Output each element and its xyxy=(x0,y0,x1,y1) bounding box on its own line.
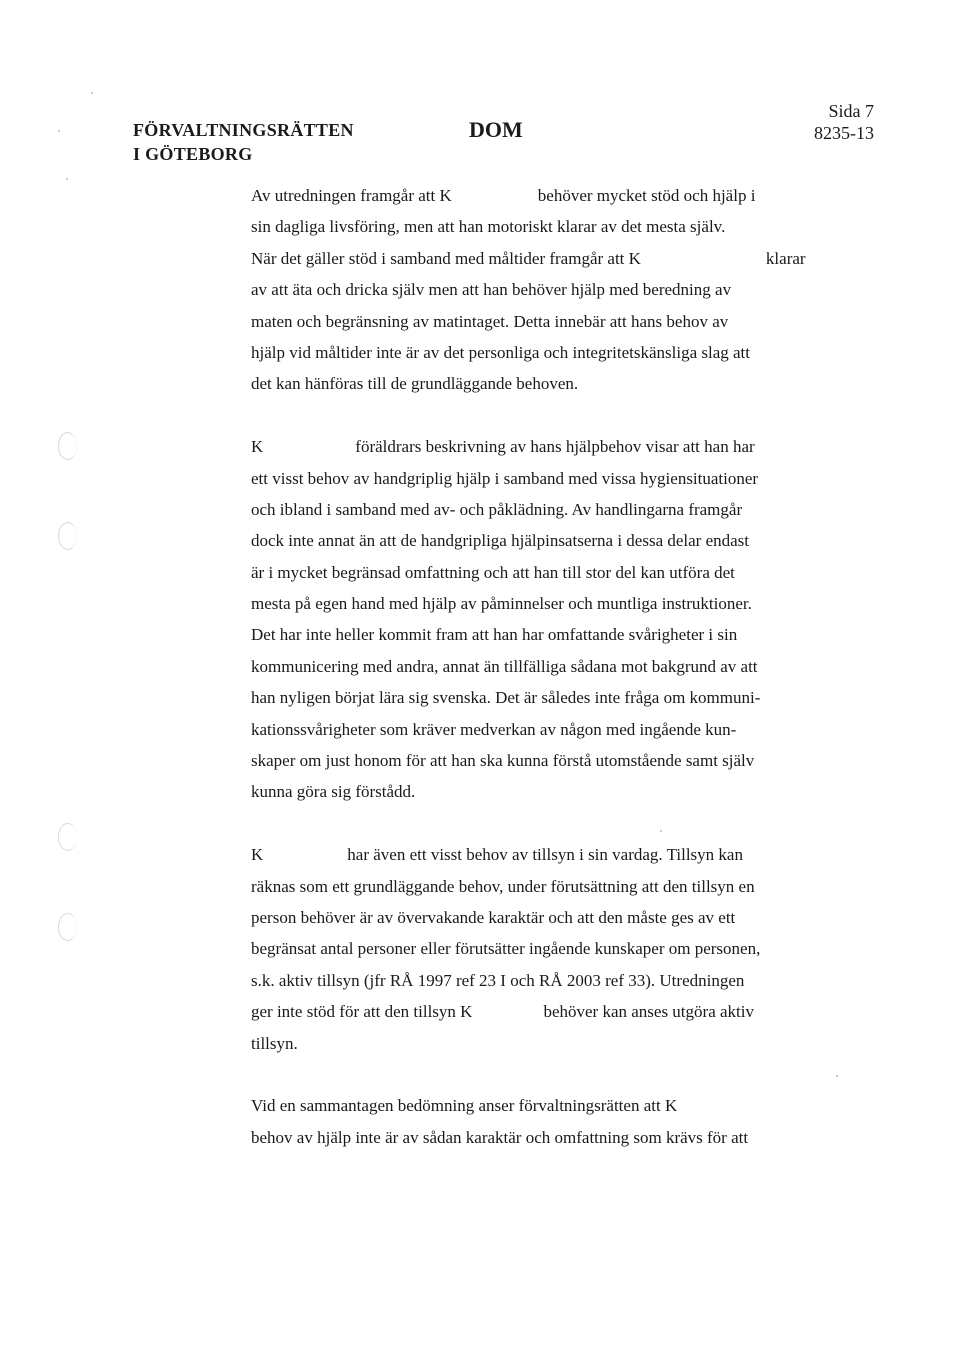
text-segment: och ibland i samband med av- och påklädning. Av handlingarna framgår xyxy=(251,499,743,519)
text-line xyxy=(251,933,811,964)
text-line xyxy=(251,557,811,588)
text-line xyxy=(251,1122,811,1153)
text-segment: kationssvårigheter som kräver medverkan av någon med ingående kun- xyxy=(251,719,737,739)
text-segment: mesta på egen hand med hjälp av påminnelser och muntliga instruktioner. xyxy=(251,594,752,614)
document-body xyxy=(251,180,811,1153)
scan-mark xyxy=(58,823,77,851)
scan-mark xyxy=(58,913,77,941)
text-segment: klarar xyxy=(765,248,806,268)
text-line xyxy=(251,243,811,274)
text-segment: han nyligen börjat lära sig svenska. Det är således inte fråga om kommuni- xyxy=(251,688,761,708)
page-number: Sida 7 xyxy=(828,101,874,121)
text-line xyxy=(251,431,811,462)
text-segment: kunna göra sig förstådd. xyxy=(251,782,416,802)
text-segment: det kan hänföras till de grundläggande behoven. xyxy=(251,374,579,394)
text-line xyxy=(251,274,811,305)
text-segment: s.k. aktiv tillsyn (jfr RÅ 1997 ref 23 I och RÅ 2003 ref 33). Utredningen xyxy=(251,970,745,990)
text-segment: hjälp vid måltider inte är av det personliga och integritetskänsliga slag att xyxy=(251,342,750,362)
page-info xyxy=(814,100,874,144)
scan-dot xyxy=(91,92,93,94)
text-line xyxy=(251,871,811,902)
court-name xyxy=(133,118,354,166)
text-line xyxy=(251,1090,811,1121)
paragraph xyxy=(251,180,811,400)
text-segment: räknas som ett grundläggande behov, under förutsättning att den tillsyn en xyxy=(251,876,755,896)
text-line xyxy=(251,651,811,682)
scan-mark xyxy=(58,522,77,550)
text-segment: maten och begränsning av matintaget. Detta innebär att hans behov av xyxy=(251,311,729,331)
text-segment: dock inte annat än att de handgripliga hjälpinsatserna i dessa delar endast xyxy=(251,531,750,551)
court-name-line1: FÖRVALTNINGSRÄTTEN xyxy=(133,120,354,140)
text-line xyxy=(251,902,811,933)
text-segment: ger inte stöd för att den tillsyn K xyxy=(251,1002,473,1022)
text-segment: ett visst behov av handgriplig hjälp i samband med vissa hygiensituationer xyxy=(251,468,759,488)
text-line xyxy=(251,588,811,619)
text-segment: K xyxy=(251,437,264,457)
text-line xyxy=(251,996,811,1027)
text-line xyxy=(251,525,811,556)
text-line xyxy=(251,776,811,807)
text-line xyxy=(251,965,811,996)
text-segment: föräldrars beskrivning av hans hjälpbehov visar att han har xyxy=(355,437,755,457)
text-segment: är i mycket begränsad omfattning och att han till stor del kan utföra det xyxy=(251,562,735,582)
text-segment: sin dagliga livsföring, men att han motoriskt klarar av det mesta själv. xyxy=(251,217,726,237)
text-segment: Av utredningen framgår att K xyxy=(251,186,452,205)
text-line xyxy=(251,337,811,368)
text-segment: tillsyn. xyxy=(251,1033,298,1053)
document-type: DOM xyxy=(469,117,523,142)
text-segment: Vid en sammantagen bedömning anser förvaltningsrätten att K xyxy=(251,1096,678,1116)
paragraph xyxy=(251,1090,811,1153)
text-line xyxy=(251,682,811,713)
text-line xyxy=(251,745,811,776)
paragraph-gap xyxy=(251,400,811,431)
text-segment: har även ett visst behov av tillsyn i sin vardag. Tillsyn kan xyxy=(347,845,743,865)
text-segment: skaper om just honom för att han ska kunna förstå utomstående samt själv xyxy=(251,751,755,771)
paragraph-gap xyxy=(251,808,811,839)
text-line xyxy=(251,714,811,745)
text-line xyxy=(251,1028,811,1059)
case-number: 8235-13 xyxy=(814,123,874,143)
text-line xyxy=(251,180,811,211)
text-segment: Det har inte heller kommit fram att han har omfattande svårigheter i sin xyxy=(251,625,738,645)
text-segment: begränsat antal personer eller förutsätter ingående kunskaper om personen, xyxy=(251,939,761,959)
scan-mark xyxy=(58,432,77,460)
text-line xyxy=(251,211,811,242)
text-line xyxy=(251,463,811,494)
text-line xyxy=(251,368,811,399)
text-line xyxy=(251,619,811,650)
text-segment: K xyxy=(251,845,264,865)
scan-dot xyxy=(58,130,60,132)
scan-dot xyxy=(66,178,68,180)
scan-dot xyxy=(660,830,662,832)
text-segment: person behöver är av övervakande karaktär och att den måste ges av ett xyxy=(251,907,736,927)
paragraph xyxy=(251,839,811,1059)
text-segment: kommunicering med andra, annat än tillfälliga sådana mot bakgrund av att xyxy=(251,656,758,676)
text-line xyxy=(251,494,811,525)
court-name-line2: I GÖTEBORG xyxy=(133,144,253,164)
text-segment: av att äta och dricka själv men att han behöver hjälp med beredning av xyxy=(251,280,732,300)
paragraph xyxy=(251,431,811,808)
scan-dot xyxy=(836,1075,838,1077)
text-segment: behöver kan anses utgöra aktiv xyxy=(543,1002,754,1022)
text-segment: När det gäller stöd i samband med måltider framgår att K xyxy=(251,248,641,268)
text-line xyxy=(251,306,811,337)
text-line xyxy=(251,839,811,870)
text-segment: behov av hjälp inte är av sådan karaktär och omfattning som krävs för att xyxy=(251,1127,749,1147)
text-segment: behöver mycket stöd och hjälp i xyxy=(537,186,756,205)
paragraph-gap xyxy=(251,1059,811,1090)
